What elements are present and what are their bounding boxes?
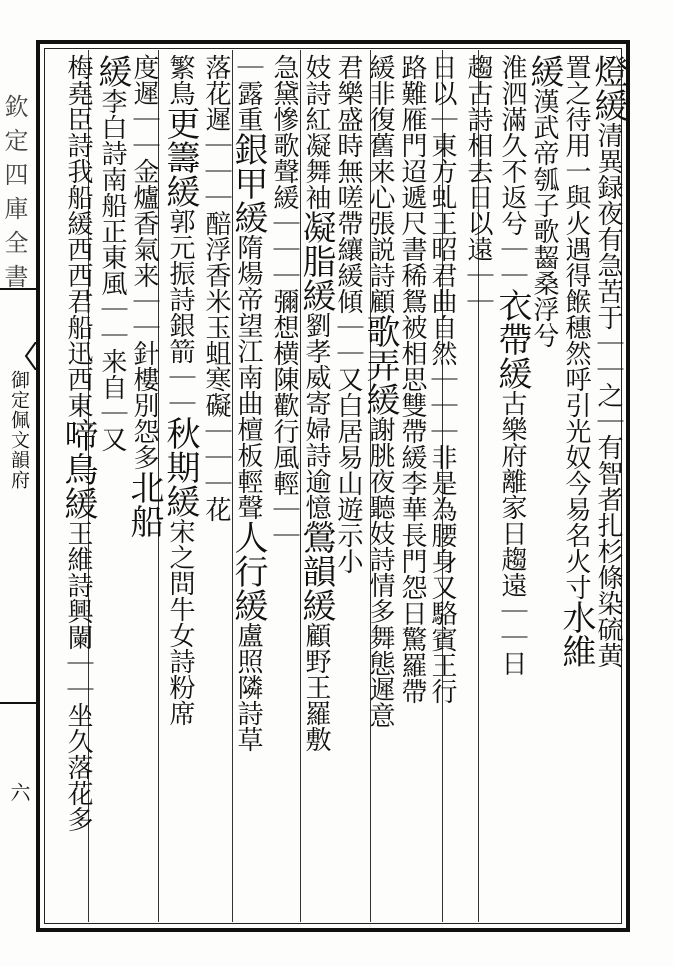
column-text: 落花遲: [201, 54, 231, 132]
column-text: 隋煬帝望江南曲檀板輕聲: [233, 234, 263, 520]
column-text: 宋之問牛女詩粉席: [165, 518, 195, 726]
headword: 凝脂緩: [296, 210, 336, 312]
column-text: 急黛慘歌聲緩: [269, 54, 299, 210]
column-text: 度遲: [129, 54, 159, 106]
page-margin: [0, 40, 36, 932]
headword: 人行緩: [228, 520, 268, 622]
headword: 緩: [588, 88, 628, 122]
headword: 燈: [588, 54, 628, 88]
text-column: [228, 54, 268, 922]
headword: 銀甲緩: [228, 132, 268, 234]
column-text: 礙｜｜｜花: [201, 392, 231, 522]
column-text: 王維詩興闌｜｜: [63, 520, 93, 702]
column-text: 傾｜｜又白居易山遊示小: [333, 288, 363, 574]
column-text: ｜｜｜醅浮香米玉蛆寒: [201, 132, 231, 392]
headword: 更籌緩: [160, 106, 200, 208]
column-text: ｜｜金爐香氣来: [129, 106, 159, 288]
column-text: 置之待用一與火遇得餱穗然呼引光奴今易名火寸: [561, 54, 591, 600]
column-text: 路難雁門迢遞尺書稀鴛被相思雙帶緩李華長門怨日驚羅帶: [397, 54, 427, 704]
text-column: [396, 54, 427, 922]
column-text: 妓詩紅凝舞袖: [301, 54, 331, 210]
text-column: [332, 54, 363, 922]
page-number: 六: [7, 782, 31, 802]
column-text: 坐久落花多: [63, 702, 93, 832]
headword: 啼鳥緩: [58, 418, 98, 520]
margin-rule-top: [0, 288, 36, 290]
column-text: 劉孝威寄婦詩逾憶: [301, 312, 331, 520]
headword: 緩: [92, 54, 132, 88]
text-column: [124, 54, 164, 922]
column-text: ｜露重: [233, 54, 263, 132]
headword: 秋期緩: [160, 416, 200, 518]
column-text: 繁鳥: [165, 54, 195, 106]
column-text: 行風輕｜｜: [269, 418, 299, 548]
book-title: 御定佩文韻府: [8, 370, 30, 490]
column-text: 清異録夜有急苦于｜｜之｜有智者扎杉條染硫黄: [593, 122, 623, 668]
margin-rule-bottom: [0, 702, 36, 704]
headword: 水維: [556, 600, 596, 668]
text-column: [92, 54, 132, 922]
column-text: 淮泗滿久不返兮｜｜: [497, 54, 527, 288]
text-column: [492, 54, 532, 922]
headword: 北船: [124, 470, 164, 538]
fish-tail-mark: [24, 342, 36, 370]
text-column: [462, 54, 493, 922]
column-text: 緩非復舊来心張説詩顧: [365, 54, 395, 314]
text-column: [160, 54, 200, 922]
column-text: 君樂盛時無嗟帶纕緩: [333, 54, 363, 288]
text-column: [360, 54, 400, 922]
column-text: 盧照隣詩草: [233, 622, 263, 752]
column-text: 趨: [463, 54, 493, 80]
column-text: 謝朓夜聽妓詩情多舞態遲意: [365, 416, 395, 728]
text-column: [268, 54, 299, 922]
margin-edge-text: 欽定四庫全書: [0, 94, 28, 298]
headword: 歌弄緩: [360, 314, 400, 416]
text-column: [58, 54, 98, 922]
column-text: ｜｜｜彌想横陳歡: [269, 210, 299, 418]
headword: 鶯韻緩: [296, 520, 336, 622]
column-text: 顧野王羅敷: [301, 622, 331, 752]
column-text: 梅堯臣詩我船緩西西君船迅西東: [63, 54, 93, 418]
text-column: [524, 54, 564, 922]
text-column: [296, 54, 336, 922]
column-text: 郭元振詩銀箭｜｜: [165, 208, 195, 416]
column-text: 李白詩南船正東風｜｜来自｜又: [97, 88, 127, 452]
column-text: 古詩相去日以遠｜｜: [463, 80, 493, 314]
headword: 緩: [524, 54, 564, 88]
column-text: 日以｜東方虬王昭君曲自然｜｜｜非是為腰身又駱賓王行: [427, 54, 457, 704]
text-column: [426, 54, 457, 922]
headword: 衣帶緩: [492, 288, 532, 390]
column-text: ｜｜針樓別怨多: [129, 288, 159, 470]
text-column: [588, 54, 628, 922]
column-text: 漢武帝瓠子歌齧桑浮兮: [529, 88, 559, 348]
column-text: 古樂府離家日趨遠｜｜日: [497, 390, 527, 676]
text-column: [200, 54, 231, 922]
text-column: [556, 54, 596, 922]
